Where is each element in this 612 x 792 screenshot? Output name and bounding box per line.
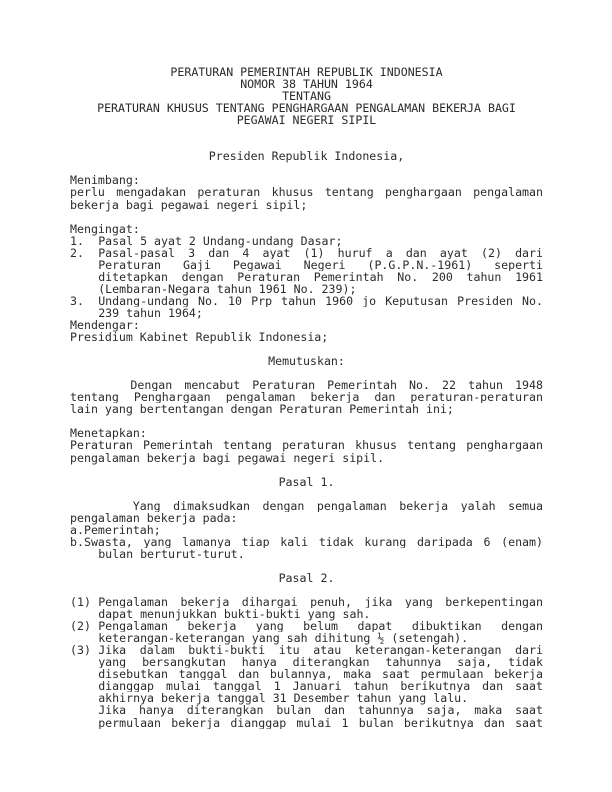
list-marker: 2. xyxy=(70,245,84,260)
list-marker: b. xyxy=(70,535,84,548)
list-text: Swasta, yang lamanya tiap kali tidak kurang daripada 6 (enam) xyxy=(83,535,543,548)
list-text: disebutkan tanggal dan bulannya, maka saat permulaan bekerja xyxy=(98,668,543,681)
authority-line: Presiden Republik Indonesia, xyxy=(208,149,405,164)
list-text: dianggap mulai tanggal 1 Januari tahun berikutnya dan saat xyxy=(98,680,543,693)
list-text: Jika dalam bukti-bukti itu atau keterangan-keterangan dari xyxy=(98,644,543,657)
section-pasal-1 xyxy=(70,476,543,560)
list-text: Peraturan Gaji Pegawai Negeri (P.G.P.N.-1961) seperti xyxy=(98,258,543,271)
menimbang-heading: Menimbang: xyxy=(70,173,140,188)
memutuskan-paragraph-line-2: tentang Penghargaan pengalaman bekerja dan peraturan-peraturan xyxy=(70,391,543,404)
list-text: akhirnya bekerja tanggal 31 Desember tahun yang lalu. xyxy=(98,691,469,706)
title-line-5-subject: PEGAWAI NEGERI SIPIL xyxy=(236,113,377,128)
menetapkan-body-line-2: pengalaman bekerja bagi pegawai negeri sipil. xyxy=(70,450,385,465)
mengingat-item xyxy=(70,247,543,295)
pasal-1-heading: Pasal 1. xyxy=(278,474,335,489)
list-marker: 3. xyxy=(70,293,84,308)
list-text: Pemerintah; xyxy=(83,522,161,537)
list-text: keterangan-keterangan yang sah dihitung ½ (setengah). xyxy=(98,631,469,646)
pasal-1-item-a xyxy=(70,524,543,536)
list-marker: (3) xyxy=(70,643,91,658)
pasal-2-item xyxy=(70,596,543,620)
title-line-3-tentang: TENTANG xyxy=(282,89,331,104)
list-text: Pasal 5 ayat 2 Undang-undang Dasar; xyxy=(98,233,343,248)
document-body xyxy=(70,66,543,729)
list-text: yang bersangkutan hanya diterangkan tahunnya saja, tidak xyxy=(98,656,543,669)
list-text: (Lembaran-Negara tahun 1961 No. 239); xyxy=(98,281,357,296)
list-text: Pengalaman bekerja dihargai penuh, jika yang berkepentingan xyxy=(98,596,543,609)
list-marker: (2) xyxy=(70,619,91,634)
list-text: Pasal-pasal 3 dan 4 ayat (1) huruf a dan ayat (2) dari xyxy=(98,246,543,259)
list-text: dapat menunjukkan bukti-bukti yang sah. xyxy=(98,607,371,622)
title-line-2-number: NOMOR 38 TAHUN 1964 xyxy=(240,77,373,92)
spacer xyxy=(70,126,543,138)
section-mendengar xyxy=(70,319,543,343)
title-line-1: PERATURAN PEMERINTAH REPUBLIK INDONESIA xyxy=(170,65,443,79)
menimbang-body-line-2: bekerja bagi pegawai negeri sipil; xyxy=(70,197,308,212)
menimbang-body-line-1: perlu mengadakan peraturan khusus tentang penghargaan pengalaman xyxy=(70,186,543,199)
list-marker: (1) xyxy=(70,595,91,610)
list-text: Jika hanya diterangkan bulan dan tahunnya saja, maka saat xyxy=(98,704,543,717)
section-menetapkan xyxy=(70,427,543,463)
mendengar-body: Presidium Kabinet Republik Indonesia; xyxy=(70,330,329,345)
section-memutuskan xyxy=(70,355,543,415)
memutuskan-paragraph-line-3: lain yang bertentangan dengan Peraturan Pemerintah ini; xyxy=(70,402,454,417)
pasal-2-item xyxy=(70,644,543,728)
list-text: 239 tahun 1964; xyxy=(98,305,203,320)
list-marker: 1. xyxy=(70,233,84,248)
list-text: ditetapkan dengan Peraturan Pemerintah No. 200 tahun 1961 xyxy=(98,270,543,283)
pasal-1-item-b-continuation: bulan berturut-turut. xyxy=(98,546,245,561)
pasal-1-intro-line-1: Yang dimaksudkan dengan pengalaman bekerja yalah semua xyxy=(70,499,543,512)
pasal-2-item xyxy=(70,620,543,644)
menetapkan-heading: Menetapkan: xyxy=(70,426,147,441)
section-menimbang xyxy=(70,174,543,210)
memutuskan-paragraph-line-1: Dengan mencabut Peraturan Pemerintah No. 22 tahun 1948 xyxy=(70,379,543,392)
mendengar-heading: Mendengar: xyxy=(70,317,140,332)
spacer xyxy=(70,211,543,223)
section-mengingat xyxy=(70,223,543,319)
menetapkan-body-line-1: Peraturan Pemerintah tentang peraturan khusus tentang penghargaan xyxy=(70,439,543,452)
list-marker: a. xyxy=(70,522,84,537)
mengingat-item xyxy=(70,295,543,319)
spacer xyxy=(70,464,543,476)
mengingat-item xyxy=(70,235,543,247)
title-block xyxy=(70,66,543,126)
section-pasal-2 xyxy=(70,572,543,729)
memutuskan-heading: Memutuskan: xyxy=(268,354,345,369)
list-text: Undang-undang No. 10 Prp tahun 1960 jo Keputusan Presiden No. xyxy=(98,294,543,307)
list-text: Pengalaman bekerja yang belum dapat dibuktikan dengan xyxy=(98,620,543,633)
title-line-4-subject: PERATURAN KHUSUS TENTANG PENGHARGAAN PENGALAMAN BEKERJA BAGI xyxy=(97,101,516,116)
spacer xyxy=(70,367,543,379)
list-text: permulaan bekerja dianggap mulai 1 bulan berikutnya dan saat xyxy=(98,716,543,729)
spacer xyxy=(70,162,543,174)
pasal-2-heading: Pasal 2. xyxy=(278,570,335,585)
mengingat-heading: Mengingat: xyxy=(70,221,140,236)
spacer xyxy=(70,584,543,596)
pasal-1-intro-line-2: pengalaman bekerja pada: xyxy=(70,510,238,525)
spacer xyxy=(70,488,543,500)
